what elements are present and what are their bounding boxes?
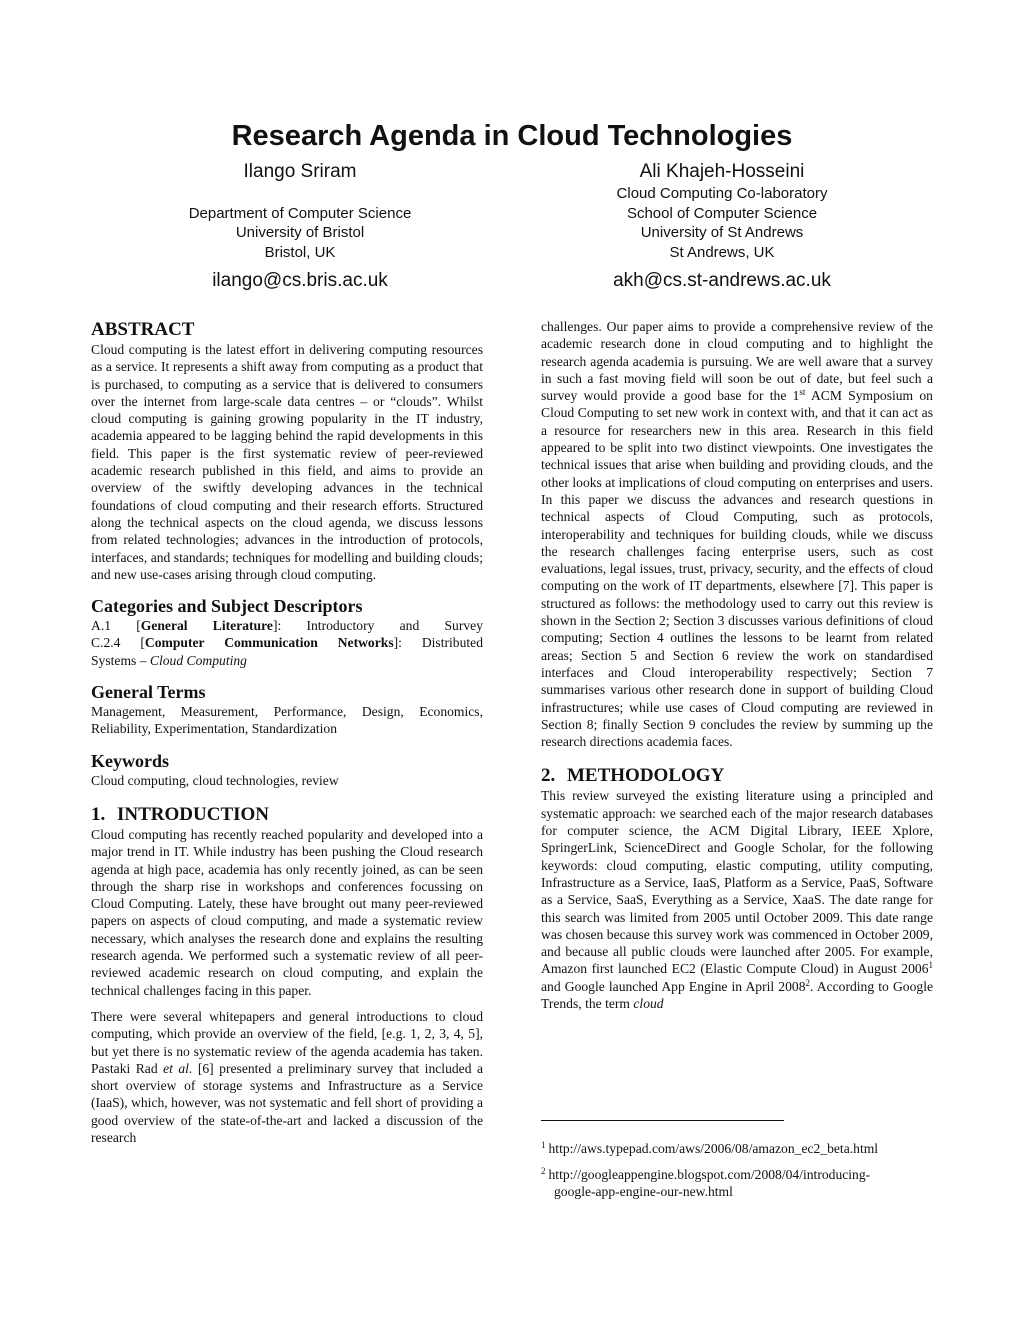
footnote-ref: 1 (928, 960, 933, 971)
footnote-mark: 2 (541, 1166, 546, 1176)
footnote-url: http://aws.typepad.com/aws/2006/08/amazon_ec2_beta.html (548, 1141, 879, 1156)
category-rest: : Distributed (398, 635, 483, 651)
general-terms-heading: General Terms (91, 682, 206, 703)
author-email: ilango@cs.bris.ac.uk (212, 270, 388, 291)
category-rest: : Introductory and Survey (277, 618, 483, 634)
author-affiliation-line: Cloud Computing Co-laboratory (616, 185, 828, 202)
section-number: 2. (541, 765, 556, 787)
footnote-url: http://googleappengine.blogspot.com/2008/04/introducing- (548, 1167, 871, 1182)
footnote-ref: 2 (805, 977, 810, 988)
paper-title: Research Agenda in Cloud Technologies (231, 120, 793, 152)
general-terms-text: Management, Measurement, Performance, Design, Economics, Reliability, Experimentation, Standardization (91, 704, 483, 737)
left-column (91, 318, 483, 1146)
category-prefix: Systems – (91, 652, 150, 668)
author-name: Ali Khajeh-Hosseini (639, 161, 805, 182)
footnote (541, 1137, 941, 1157)
footnote-divider (541, 1120, 784, 1121)
category-descriptor-cont (91, 652, 483, 669)
superscript: st (799, 387, 806, 398)
category-descriptor: A.1 [General Literature]: Introductory and Survey (91, 618, 483, 634)
section-title: METHODOLOGY (567, 765, 725, 787)
category-term: Computer Communication Networks (144, 635, 394, 651)
author-affiliation-line: School of Computer Science (626, 204, 818, 222)
italic-text: cloud (633, 995, 664, 1011)
introduction-para-2: There were several whitepapers and general introductions to cloud computing, which provide an overview of the field, [e.g. 1, 2, 3, 4, 5], but yet there is no systematic review of the agenda academia has taken. Pastaki Rad et al. [6] presented a preliminary survey that included a short overview of storage systems and Infrastructure as a Service (IaaS), which, however, was not systematic and fell short of providing a good overview of the state-of-the-art and lacked a discussion of the research (91, 1008, 483, 1145)
methodology-heading (541, 764, 933, 787)
abstract-heading: ABSTRACT (91, 319, 195, 340)
keywords-heading: Keywords (91, 750, 169, 771)
category-italic: Cloud Computing (149, 652, 247, 668)
keywords-text: Cloud computing, cloud technologies, review (91, 772, 339, 788)
methodology-text: This review surveyed the existing literature using a principled and systematic approach: we searched each of the major research databases for computer science, the ACM Digital Library, IEEE Xplore, SpringerLink, ScienceDirect and Google Scholar, for the following keywords: cloud computing, elastic computing, utility computing, Infrastructure as a Service, IaaS, Platform as a Service, PaaS, Software as a Service, SaaS, Everything as a Service, XaaS. The date range for this search was limited from 2005 until October 2009. This date range was chosen because this survey work was commenced in October 2009, and because all public clouds were launched after 2005. For example, Amazon first launched EC2 (Elastic Compute Cloud) in August 2006$^1$ and Google launched App Engine in April 2008$^2$. According to Google Trends, the term cloud (541, 788, 934, 1011)
author-affiliation-line: Bristol, UK (264, 243, 336, 261)
abstract-text: Cloud computing is the latest effort in delivering computing resources as a service. It represents a shift away from computing as a product that is purchased, to computing as a service that is delivered to consumers over the internet from large-scale data centres – or “clouds”. Whilst cloud computing is gaining growing popularity in the IT industry, academia appeared to be lagging behind the rapid developments in this field. This paper is the first systematic review of peer-reviewed academic research published in this field, and aims to provide an overview of the swiftly developing advances in the technical foundations of cloud computing and their research efforts. Structured along the technical aspects on the cloud agenda, we discuss lessons from related technologies; advances in the introduction of protocols, interfaces, and standards; techniques for modelling and building clouds; and new use-cases arising through cloud computing. (91, 342, 483, 582)
category-term: General Literature (140, 618, 273, 634)
right-column (541, 318, 933, 1012)
author-block-2 (572, 160, 872, 293)
introduction-heading (91, 803, 483, 826)
author-name: Ilango Sriram (243, 161, 357, 182)
category-descriptor: C.2.4 [Computer Communication Networks]: Distributed (91, 635, 483, 651)
section-title: INTRODUCTION (117, 803, 270, 825)
author-affiliation-line (150, 184, 450, 204)
author-affiliation-line: Department of Computer Science (188, 204, 412, 222)
italic-text: et al. (163, 1060, 193, 1076)
categories-heading: Categories and Subject Descriptors (91, 596, 363, 617)
footnote (541, 1163, 941, 1200)
footnote-mark: 1 (541, 1140, 546, 1150)
introduction-para-2-cont: challenges. Our paper aims to provide a comprehensive review of the academic research done in cloud computing and to highlight the research agenda academia is pursuing. We are well aware that a survey in such a fast moving field will soon be out of date, but feel such a survey would provide a good base for the 1st ACM Symposium on Cloud Computing to set new work in context with, and that it can act as a resource for researchers new in this area. Research in this field appeared to be split into two distinct viewpoints. One investigates the technical issues that arise when building and providing clouds, and the other looks at implications of cloud computing on enterprises and users. In this paper we discuss the advances and research questions in technical aspects of Cloud Computing, such as protocols, interoperability and techniques for building clouds, while we discuss the research challenges facing enterprise users, such as cost evaluations, legal issues, trust, privacy, security, and the effects of cloud computing on the work of IT departments, elsewhere [7]. This paper is structured as follows: the methodology used to carry out this review is shown in the Section 2; Section 3 discusses various definitions of cloud computing; Section 4 outlines the lessons to be learnt from related areas; Section 5 and Section 6 review the work on standardised interfaces and Cloud interoperability respectively; Section 7 summarises various other research done in support of building Cloud infrastructures; while use cases of Cloud computing are reviewed in Section 8; finally Section 9 concludes the review by summing up the research directions academia faces. (541, 319, 933, 750)
category-code: A.1 (91, 618, 112, 634)
author-affiliation-line: University of St Andrews (640, 224, 804, 241)
category-code: C.2.4 (91, 635, 121, 651)
author-block-1 (150, 160, 450, 293)
section-number: 1. (91, 803, 106, 825)
author-affiliation-line: University of Bristol (235, 224, 365, 241)
author-email: akh@cs.st-andrews.ac.uk (613, 270, 831, 291)
footnote-url-cont: google-app-engine-our-new.html (554, 1184, 733, 1199)
author-affiliation-line: St Andrews, UK (669, 243, 775, 261)
introduction-para-1: Cloud computing has recently reached popularity and developed into a major trend in IT. While industry has been pushing the Cloud research agenda at high pace, academia has only recently joined, as can be seen through the sharp rise in workshops and conferences focussing on Cloud Computing. Lately, these have brought out many peer-reviewed papers on aspects of cloud computing, and made a systematic review necessary, which analyses the research done and explains the resulting research agenda. We performed such a systematic review of all peer-reviewed academic research on cloud computing, and explain the technical challenges facing in this paper. (91, 826, 483, 998)
